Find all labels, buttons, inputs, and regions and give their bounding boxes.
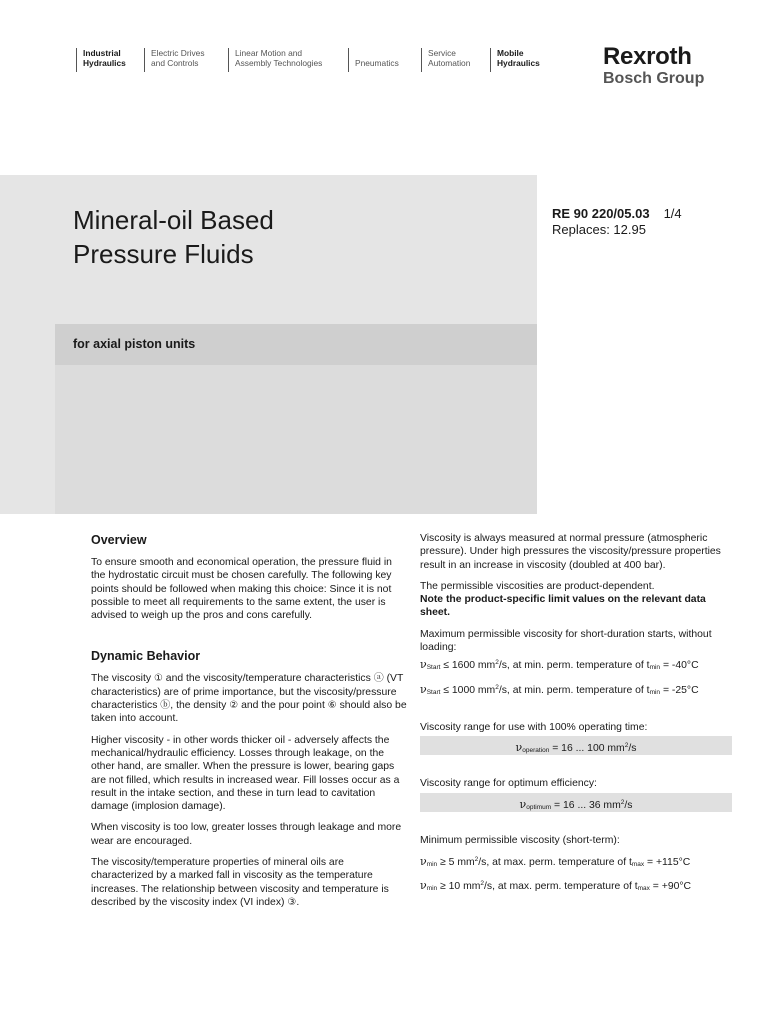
text-run: = 16 ... 100 mm (549, 743, 625, 755)
start-formula-2 (420, 681, 732, 699)
dynamic-paragraph-1 (91, 672, 407, 725)
superscript: 2 (495, 683, 499, 691)
nav-line: Automation (428, 58, 471, 68)
marker-1: ① (153, 673, 163, 685)
reference-number: RE 90 220/05.03 (552, 206, 650, 221)
text-run: = -25°C (660, 684, 699, 696)
nav-line: Hydraulics (497, 58, 540, 68)
nav-line: Electric Drives (151, 48, 205, 58)
text-run: (VT characteristics) are of prime importance, but the viscosity/pressure characteristics (91, 673, 404, 712)
marker-a: ⓐ (373, 673, 384, 685)
subscript: Start (426, 688, 441, 696)
min-viscosity-label: Minimum permissible viscosity (short-term): (420, 834, 620, 846)
subscript: operation (522, 747, 550, 755)
title-panel-lower (55, 365, 537, 514)
dynamic-paragraph-2: Higher viscosity - in other words thicker oil - adversely affects the mechanical/hydraulic efficiency. Losses through leakage, on the other hand, are smaller. When the pressure is lower, bearing gaps are not filled, which results in increased wear. Fill losses occur as a result in the intake section, and these in turn lead to cavitation damage (implosion damage). (91, 734, 400, 813)
superscript: 2 (474, 855, 479, 863)
overview-text: To ensure smooth and economical operation, the pressure fluid in the hydrostatic circuit must be chosen carefully. The following key points should be followed when making this choice: Since it is not possible to meet all requirements to the same extent, the user is advised to weigh up the pros and cons carefully. (91, 557, 392, 622)
text-run: The viscosity (91, 673, 154, 685)
text-run: ≥ 5 mm (437, 856, 475, 868)
nav-linear-motion[interactable] (228, 48, 322, 72)
nav-line: Mobile (497, 48, 524, 58)
nu-symbol: ν (519, 797, 527, 811)
range-100-box (420, 736, 732, 755)
reference-line (552, 206, 682, 222)
nu-symbol: ν (515, 741, 523, 755)
nu-symbol: ν (420, 854, 427, 868)
subscript: Start (426, 664, 441, 672)
text-run: = 16 ... 36 mm (551, 799, 621, 811)
nav-industrial-hydraulics[interactable] (76, 48, 126, 72)
text-run: /s (628, 743, 637, 755)
nav-line: Assembly Technologies (235, 58, 323, 68)
text-run: = +115°C (644, 856, 691, 868)
title-line: Pressure Fluids (73, 239, 254, 269)
start-formula-1 (420, 656, 732, 674)
min-formula-2 (420, 877, 732, 895)
logo-brand: Rexroth (603, 43, 692, 70)
nav-service-automation[interactable] (421, 48, 470, 72)
dynamic-paragraph-4 (91, 856, 407, 909)
range-100-label: Viscosity range for use with 100% operating time: (420, 721, 648, 733)
text-run: ≤ 1600 mm (440, 660, 496, 672)
product-note: Note the product-specific limit values on the relevant data sheet. (420, 594, 706, 619)
viscosity-product-text (420, 580, 732, 620)
range-optimum-label: Viscosity range for optimum efficiency: (420, 778, 597, 790)
marker-2: ② (229, 700, 239, 712)
logo-group: Bosch Group (603, 70, 705, 87)
nav-line: and Controls (151, 58, 199, 68)
nav-line: Industrial (83, 48, 121, 58)
subscript: min (649, 688, 661, 696)
left-column (91, 532, 407, 917)
subscript: min (426, 885, 438, 893)
subscript: max (637, 885, 650, 893)
viscosity-measure-text: Viscosity is always measured at normal pressure (atmospheric pressure). Under high pressures the viscosity/pressure properties result in an increase in viscosity (doubled at 400 bar). (420, 533, 721, 571)
nav-line: Linear Motion and (235, 48, 303, 58)
text-run: /s, at max. perm. temperature of t (484, 881, 638, 893)
text-run: /s (624, 799, 633, 811)
text-run: /s, at max. perm. temperature of t (478, 856, 632, 868)
max-viscosity-label: Maximum permissible viscosity for short-duration starts, without loading: (420, 628, 712, 654)
text-run: The viscosity/temperature properties of mineral oils are characterized by a marked fall in viscosity as the temperature increases. The relationship between viscosity and temperature is described by the viscosity index (VI index) (91, 857, 389, 908)
right-column (420, 532, 732, 901)
nu-symbol: ν (420, 879, 427, 893)
subscript: optimum (526, 803, 552, 811)
nav-mobile-hydraulics[interactable] (490, 48, 540, 72)
dynamic-paragraph-3: When viscosity is too low, greater losses through leakage and more wear are encouraged. (91, 822, 402, 847)
nu-symbol: ν (420, 658, 427, 672)
marker-3: ③ (287, 896, 297, 908)
subscript: min (426, 860, 438, 868)
text-run: ≥ 10 mm (437, 881, 481, 893)
subscript: max (631, 860, 645, 868)
document-title (73, 203, 473, 271)
overview-heading: Overview (91, 533, 147, 547)
subscript: min (649, 664, 661, 672)
page-number: 1/4 (663, 206, 682, 221)
text-run: The permissible viscosities are product-dependent. (420, 580, 655, 592)
nav-electric-drives[interactable] (144, 48, 205, 72)
text-run: /s, at min. perm. temperature of t (498, 660, 650, 672)
superscript: 2 (480, 880, 485, 888)
nav-line: Service (428, 48, 456, 58)
text-run: should also be taken into account. (91, 700, 407, 725)
spacer (420, 755, 732, 777)
spacer (91, 630, 407, 648)
text-run: = +90°C (649, 881, 692, 893)
nav-line: Pneumatics (355, 58, 399, 68)
text-run: . (296, 896, 300, 908)
reference-block (552, 206, 682, 238)
superscript: 2 (495, 659, 499, 667)
rexroth-logo (603, 44, 704, 87)
spacer (420, 705, 732, 721)
text-run: ≤ 1000 mm (440, 684, 496, 696)
nav-pneumatics[interactable] (348, 48, 399, 72)
replaces-line: Replaces: 12.95 (552, 222, 646, 237)
text-run: and the pour point (238, 700, 328, 712)
title-line: Mineral-oil Based (73, 205, 274, 235)
spacer (420, 812, 732, 834)
range-optimum-box (420, 793, 732, 812)
marker-b: ⓑ (160, 700, 171, 712)
marker-6: ⑥ (327, 700, 337, 712)
dynamic-behavior-heading: Dynamic Behavior (91, 649, 201, 664)
text-run: , the density (170, 700, 230, 712)
superscript: 2 (620, 798, 625, 806)
text-run: /s, at min. perm. temperature of t (498, 684, 650, 696)
text-run: = -40°C (660, 660, 699, 672)
superscript: 2 (624, 742, 629, 750)
nav-line: Hydraulics (83, 58, 126, 68)
text-run: and the viscosity/temperature characteristics (162, 673, 374, 685)
min-formula-1 (420, 853, 732, 871)
nu-symbol: ν (420, 682, 427, 696)
document-subtitle: for axial piston units (73, 337, 196, 351)
